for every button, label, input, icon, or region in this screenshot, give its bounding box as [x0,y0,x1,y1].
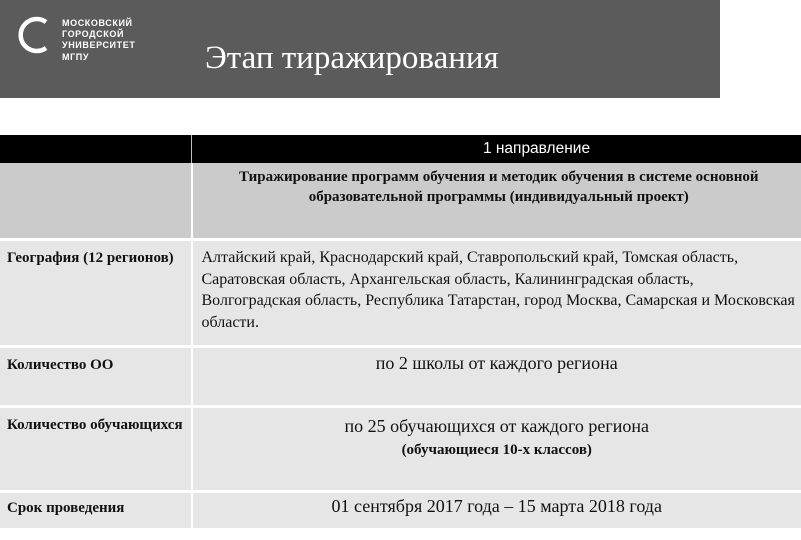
slide-header [0,0,720,98]
table-row [0,407,801,492]
direction-heading: 1 направление [192,135,801,163]
row-value-geography: Алтайский край, Краснодарский край, Ставропольский край, Томская область, Саратовская область, Архангельская область, Калининградская область, Волгоградская область, Республика Татарстан, город Москва, Самарская и Московская области. [192,240,801,347]
table-row [0,347,801,407]
row-label-schools: Количество ОО [0,347,192,407]
row-value-period-cell [192,492,801,530]
university-logo [20,18,140,80]
logo-line-4: МГПУ [62,51,90,62]
table-header-row [0,135,801,163]
row-value-schools-cell [192,347,801,407]
info-table [0,135,801,531]
row-note-students: (обучающиеся 10-х классов) [401,442,592,458]
row-value-students: по 25 обучающихся от каждого региона [344,416,650,436]
logo-text [62,18,135,63]
table-row [0,492,801,530]
row-value-students-cell [192,407,801,492]
table-row [0,240,801,347]
logo-ring-icon [20,18,56,80]
subtitle-empty-cell [0,163,192,240]
row-label-period: Срок проведения [0,492,192,530]
row-label-students: Количество обучающихся [0,407,192,492]
project-subtitle: Тиражирование программ обучения и методик обучения в системе основной образовательной программы (индивидуальный проект) [192,163,801,240]
header-empty-cell [0,135,192,163]
logo-line-2: ГОРОДСКОЙ [62,29,125,40]
row-value-period: 01 сентября 2017 года – 15 марта 2018 года [331,496,662,516]
row-label-geography: География (12 регионов) [0,240,192,347]
slide-title: Этап тиражирования [205,40,499,76]
row-value-schools: по 2 школы от каждого региона [375,353,618,373]
logo-line-3: УНИВЕРСИТЕТ [62,40,136,51]
logo-line-1: МОСКОВСКИЙ [62,18,133,28]
subtitle-row [0,163,801,240]
